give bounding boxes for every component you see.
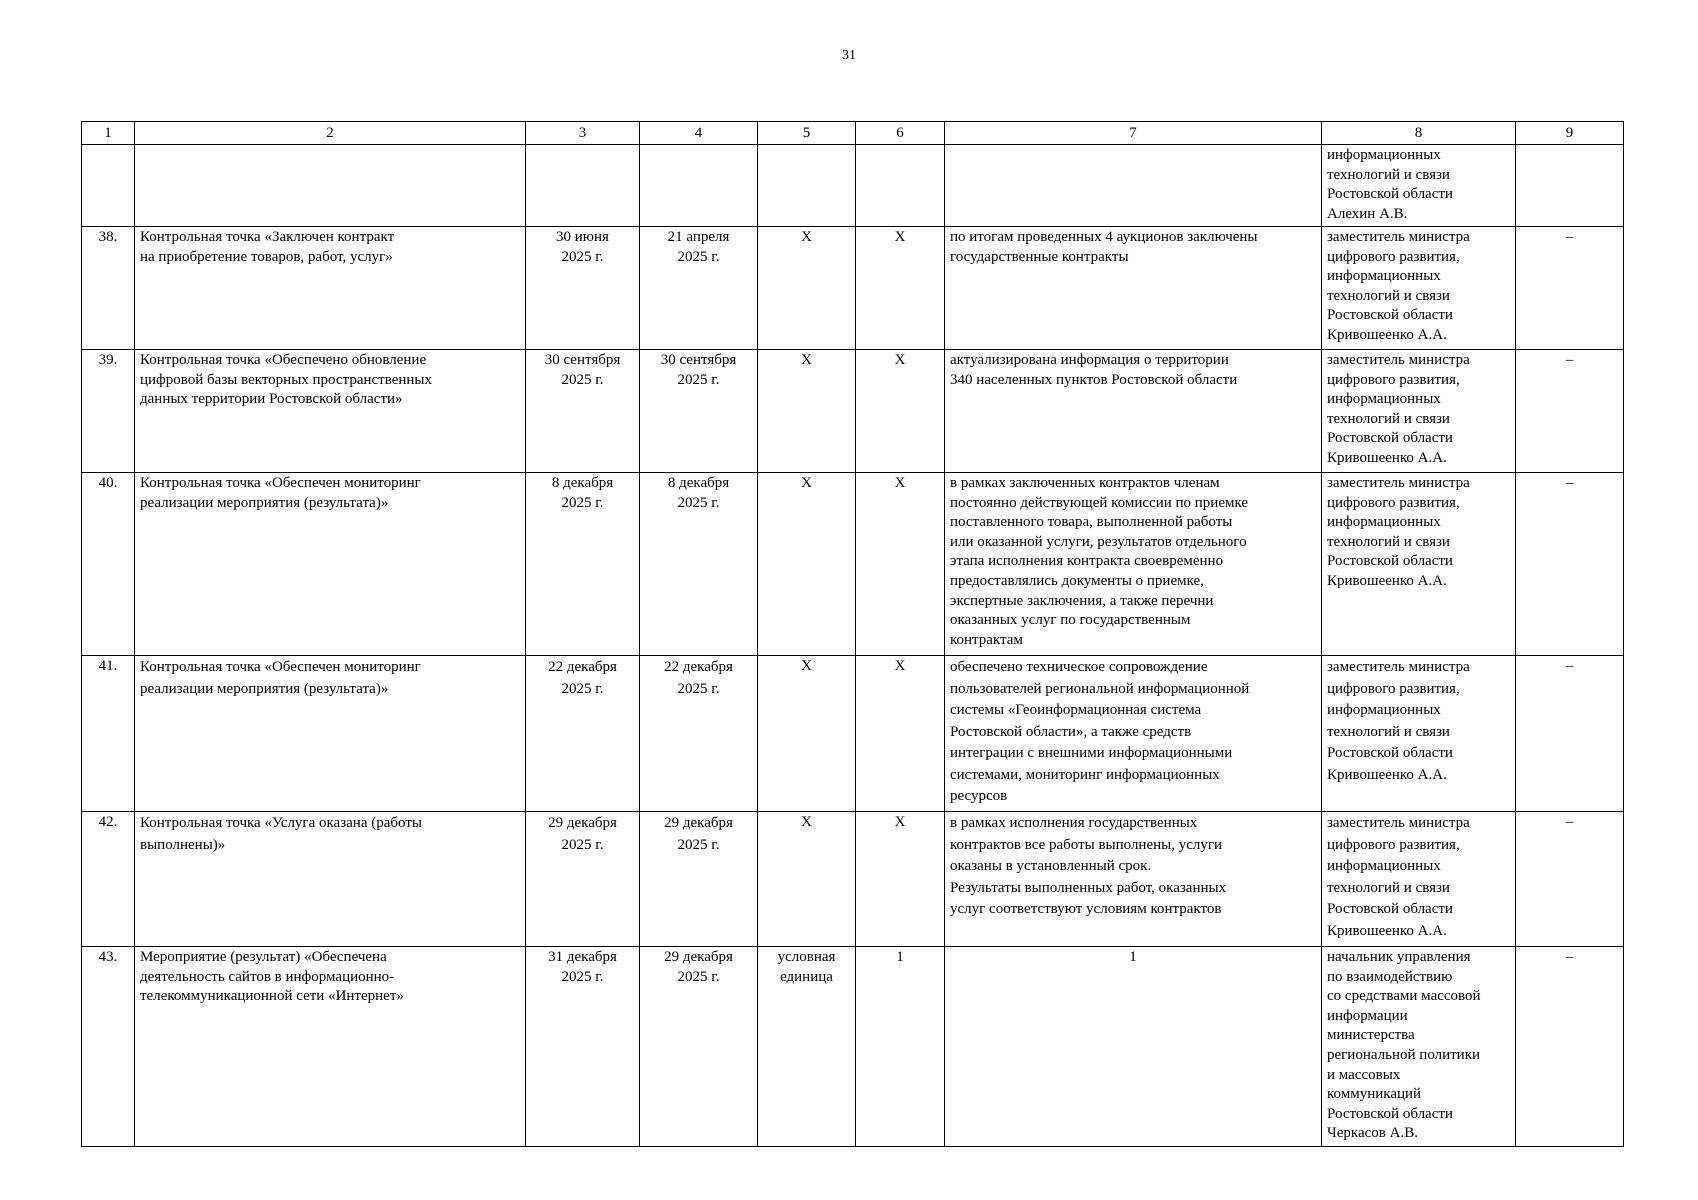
table-row (82, 656, 1624, 812)
table-row (82, 947, 1624, 1147)
name-cell: Контрольная точка «Заключен контракт на приобретение товаров, работ, услуг» (135, 227, 526, 350)
result-cell: в рамках заключенных контрактов членам постоянно действующей комиссии по приемке поставленного товара, выполненной работы или оказанной услуги, результатов отдельного этапа исполнения контракта своевременно предоставлялись документы о приемке, экспертные заключения, а также перечни оказанных услуг по государственным контрактам (945, 473, 1322, 656)
name-cell: Мероприятие (результат) «Обеспечена деятельность сайтов в информационно- телекоммуникационной сети «Интернет» (135, 947, 526, 1147)
planned-date-cell: 30 сентября 2025 г. (526, 350, 640, 473)
unit-cell: Х (758, 473, 856, 656)
responsible-cell: заместитель министра цифрового развития, информационных технологий и связи Ростовской области Кривошеенко А.А. (1322, 473, 1516, 656)
planned-date-cell: 30 июня 2025 г. (526, 227, 640, 350)
note-cell: – (1516, 350, 1624, 473)
responsible-cell: информационных технологий и связи Ростовской области Алехин А.В. (1322, 145, 1516, 227)
actual-date-cell (640, 145, 758, 227)
result-cell: по итогам проведенных 4 аукционов заключены государственные контракты (945, 227, 1322, 350)
row-number-cell: 38. (82, 227, 135, 350)
table-row (82, 812, 1624, 947)
actual-date-cell: 29 декабря 2025 г. (640, 947, 758, 1147)
row-number-cell (82, 145, 135, 227)
progress-table (81, 121, 1624, 1147)
value-cell: 1 (856, 947, 945, 1147)
name-cell (135, 145, 526, 227)
value-cell: Х (856, 350, 945, 473)
value-cell: Х (856, 227, 945, 350)
result-cell: актуализирована информация о территории 340 населенных пунктов Ростовской области (945, 350, 1322, 473)
result-cell: обеспечено техническое сопровождение пользователей региональной информационной системы «Геоинформационная система Ростовской области», а также средств интеграции с внешними информационными системами, мониторинг информационных ресурсов (945, 656, 1322, 812)
actual-date-cell: 30 сентября 2025 г. (640, 350, 758, 473)
column-header: 7 (945, 122, 1322, 145)
responsible-cell: начальник управления по взаимодействию со средствами массовой информации министерства региональной политики и массовых коммуникаций Ростовской области Черкасов А.В. (1322, 947, 1516, 1147)
name-cell: Контрольная точка «Услуга оказана (работы выполнены)» (135, 812, 526, 947)
responsible-cell: заместитель министра цифрового развития, информационных технологий и связи Ростовской области Кривошеенко А.А. (1322, 812, 1516, 947)
column-header: 3 (526, 122, 640, 145)
note-cell: – (1516, 947, 1624, 1147)
value-cell: Х (856, 656, 945, 812)
responsible-cell: заместитель министра цифрового развития, информационных технологий и связи Ростовской области Кривошеенко А.А. (1322, 656, 1516, 812)
column-header: 5 (758, 122, 856, 145)
unit-cell (758, 145, 856, 227)
name-cell: Контрольная точка «Обеспечен мониторинг реализации мероприятия (результата)» (135, 656, 526, 812)
row-number-cell: 41. (82, 656, 135, 812)
actual-date-cell: 22 декабря 2025 г. (640, 656, 758, 812)
row-number-cell: 43. (82, 947, 135, 1147)
planned-date-cell (526, 145, 640, 227)
note-cell: – (1516, 656, 1624, 812)
column-header: 1 (82, 122, 135, 145)
value-cell: Х (856, 812, 945, 947)
unit-cell: Х (758, 656, 856, 812)
table-row (82, 227, 1624, 350)
unit-cell: условная единица (758, 947, 856, 1147)
name-cell: Контрольная точка «Обеспечено обновление цифровой базы векторных пространственных данных территории Ростовской области» (135, 350, 526, 473)
row-number-cell: 42. (82, 812, 135, 947)
row-number-cell: 40. (82, 473, 135, 656)
column-header: 2 (135, 122, 526, 145)
planned-date-cell: 29 декабря 2025 г. (526, 812, 640, 947)
actual-date-cell: 29 декабря 2025 г. (640, 812, 758, 947)
note-cell: – (1516, 473, 1624, 656)
value-cell: Х (856, 473, 945, 656)
result-cell (945, 145, 1322, 227)
responsible-cell: заместитель министра цифрового развития, информационных технологий и связи Ростовской области Кривошеенко А.А. (1322, 350, 1516, 473)
actual-date-cell: 8 декабря 2025 г. (640, 473, 758, 656)
page-number: 31 (842, 48, 856, 63)
responsible-cell: заместитель министра цифрового развития, информационных технологий и связи Ростовской области Кривошеенко А.А. (1322, 227, 1516, 350)
row-number-cell: 39. (82, 350, 135, 473)
column-header: 9 (1516, 122, 1624, 145)
table-row (82, 473, 1624, 656)
note-cell (1516, 145, 1624, 227)
unit-cell: Х (758, 227, 856, 350)
planned-date-cell: 8 декабря 2025 г. (526, 473, 640, 656)
column-header: 4 (640, 122, 758, 145)
unit-cell: Х (758, 350, 856, 473)
table-row (82, 350, 1624, 473)
planned-date-cell: 22 декабря 2025 г. (526, 656, 640, 812)
note-cell: – (1516, 812, 1624, 947)
actual-date-cell: 21 апреля 2025 г. (640, 227, 758, 350)
column-header: 6 (856, 122, 945, 145)
unit-cell: Х (758, 812, 856, 947)
planned-date-cell: 31 декабря 2025 г. (526, 947, 640, 1147)
note-cell: – (1516, 227, 1624, 350)
value-cell (856, 145, 945, 227)
column-number-header (82, 122, 1624, 145)
result-cell: 1 (945, 947, 1322, 1147)
result-cell: в рамках исполнения государственных контрактов все работы выполнены, услуги оказаны в установленный срок. Результаты выполненных работ, оказанных услуг соответствуют условиям контрактов (945, 812, 1322, 947)
name-cell: Контрольная точка «Обеспечен мониторинг реализации мероприятия (результата)» (135, 473, 526, 656)
table-row-continuation (82, 145, 1624, 227)
column-header: 8 (1322, 122, 1516, 145)
